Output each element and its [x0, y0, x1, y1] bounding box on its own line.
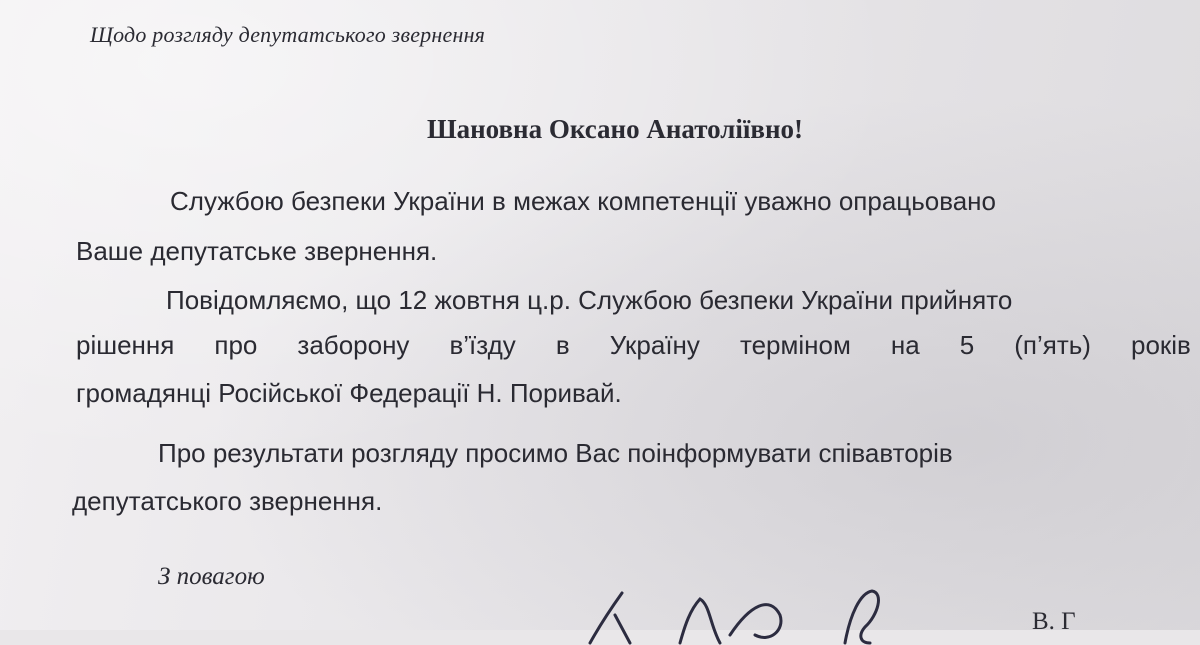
closing-phrase: З повагою	[158, 563, 265, 590]
paragraph1-line2: Ваше депутатське звернення.	[76, 236, 438, 266]
salutation: Шановна Оксано Анатоліївно!	[426, 114, 804, 144]
paragraph2-line2-word: терміном	[739, 330, 851, 360]
paragraph2-line2-word: Україну	[609, 330, 700, 360]
paragraph1-line1: Службою безпеки України в межах компетенції уважно опрацьовано	[170, 186, 996, 216]
letter-subject: Щодо розгляду депутатського звернення	[90, 22, 486, 47]
paragraph2-line2-word: в	[555, 330, 570, 360]
paragraph2-line2-word: 5	[959, 330, 975, 360]
paragraph2-line2-word: років	[1130, 330, 1191, 360]
handwritten-signature	[560, 585, 980, 645]
paragraph2-line2	[76, 330, 1191, 361]
paragraph2-line2-word: рішення	[76, 330, 175, 360]
paragraph3-line2: депутатського звернення.	[72, 486, 383, 516]
paragraph2-line2-word: (п’ять)	[1014, 330, 1091, 360]
signatory-name-partial: В. Г	[1032, 608, 1076, 635]
paragraph2-line3: громадянці Російської Федерації Н. Поривай.	[76, 378, 622, 408]
paragraph3-line1: Про результати розгляду просимо Вас поінформувати співавторів	[158, 438, 953, 468]
paragraph2-line2-word: в’їзду	[449, 330, 516, 360]
paragraph2-line1: Повідомляємо, що 12 жовтня ц.р. Службою безпеки України прийнято	[166, 285, 1013, 315]
paragraph2-line2-word: заборону	[297, 330, 410, 360]
paragraph2-line2-word: на	[890, 330, 920, 360]
paragraph2-line2-word: про	[214, 330, 258, 360]
